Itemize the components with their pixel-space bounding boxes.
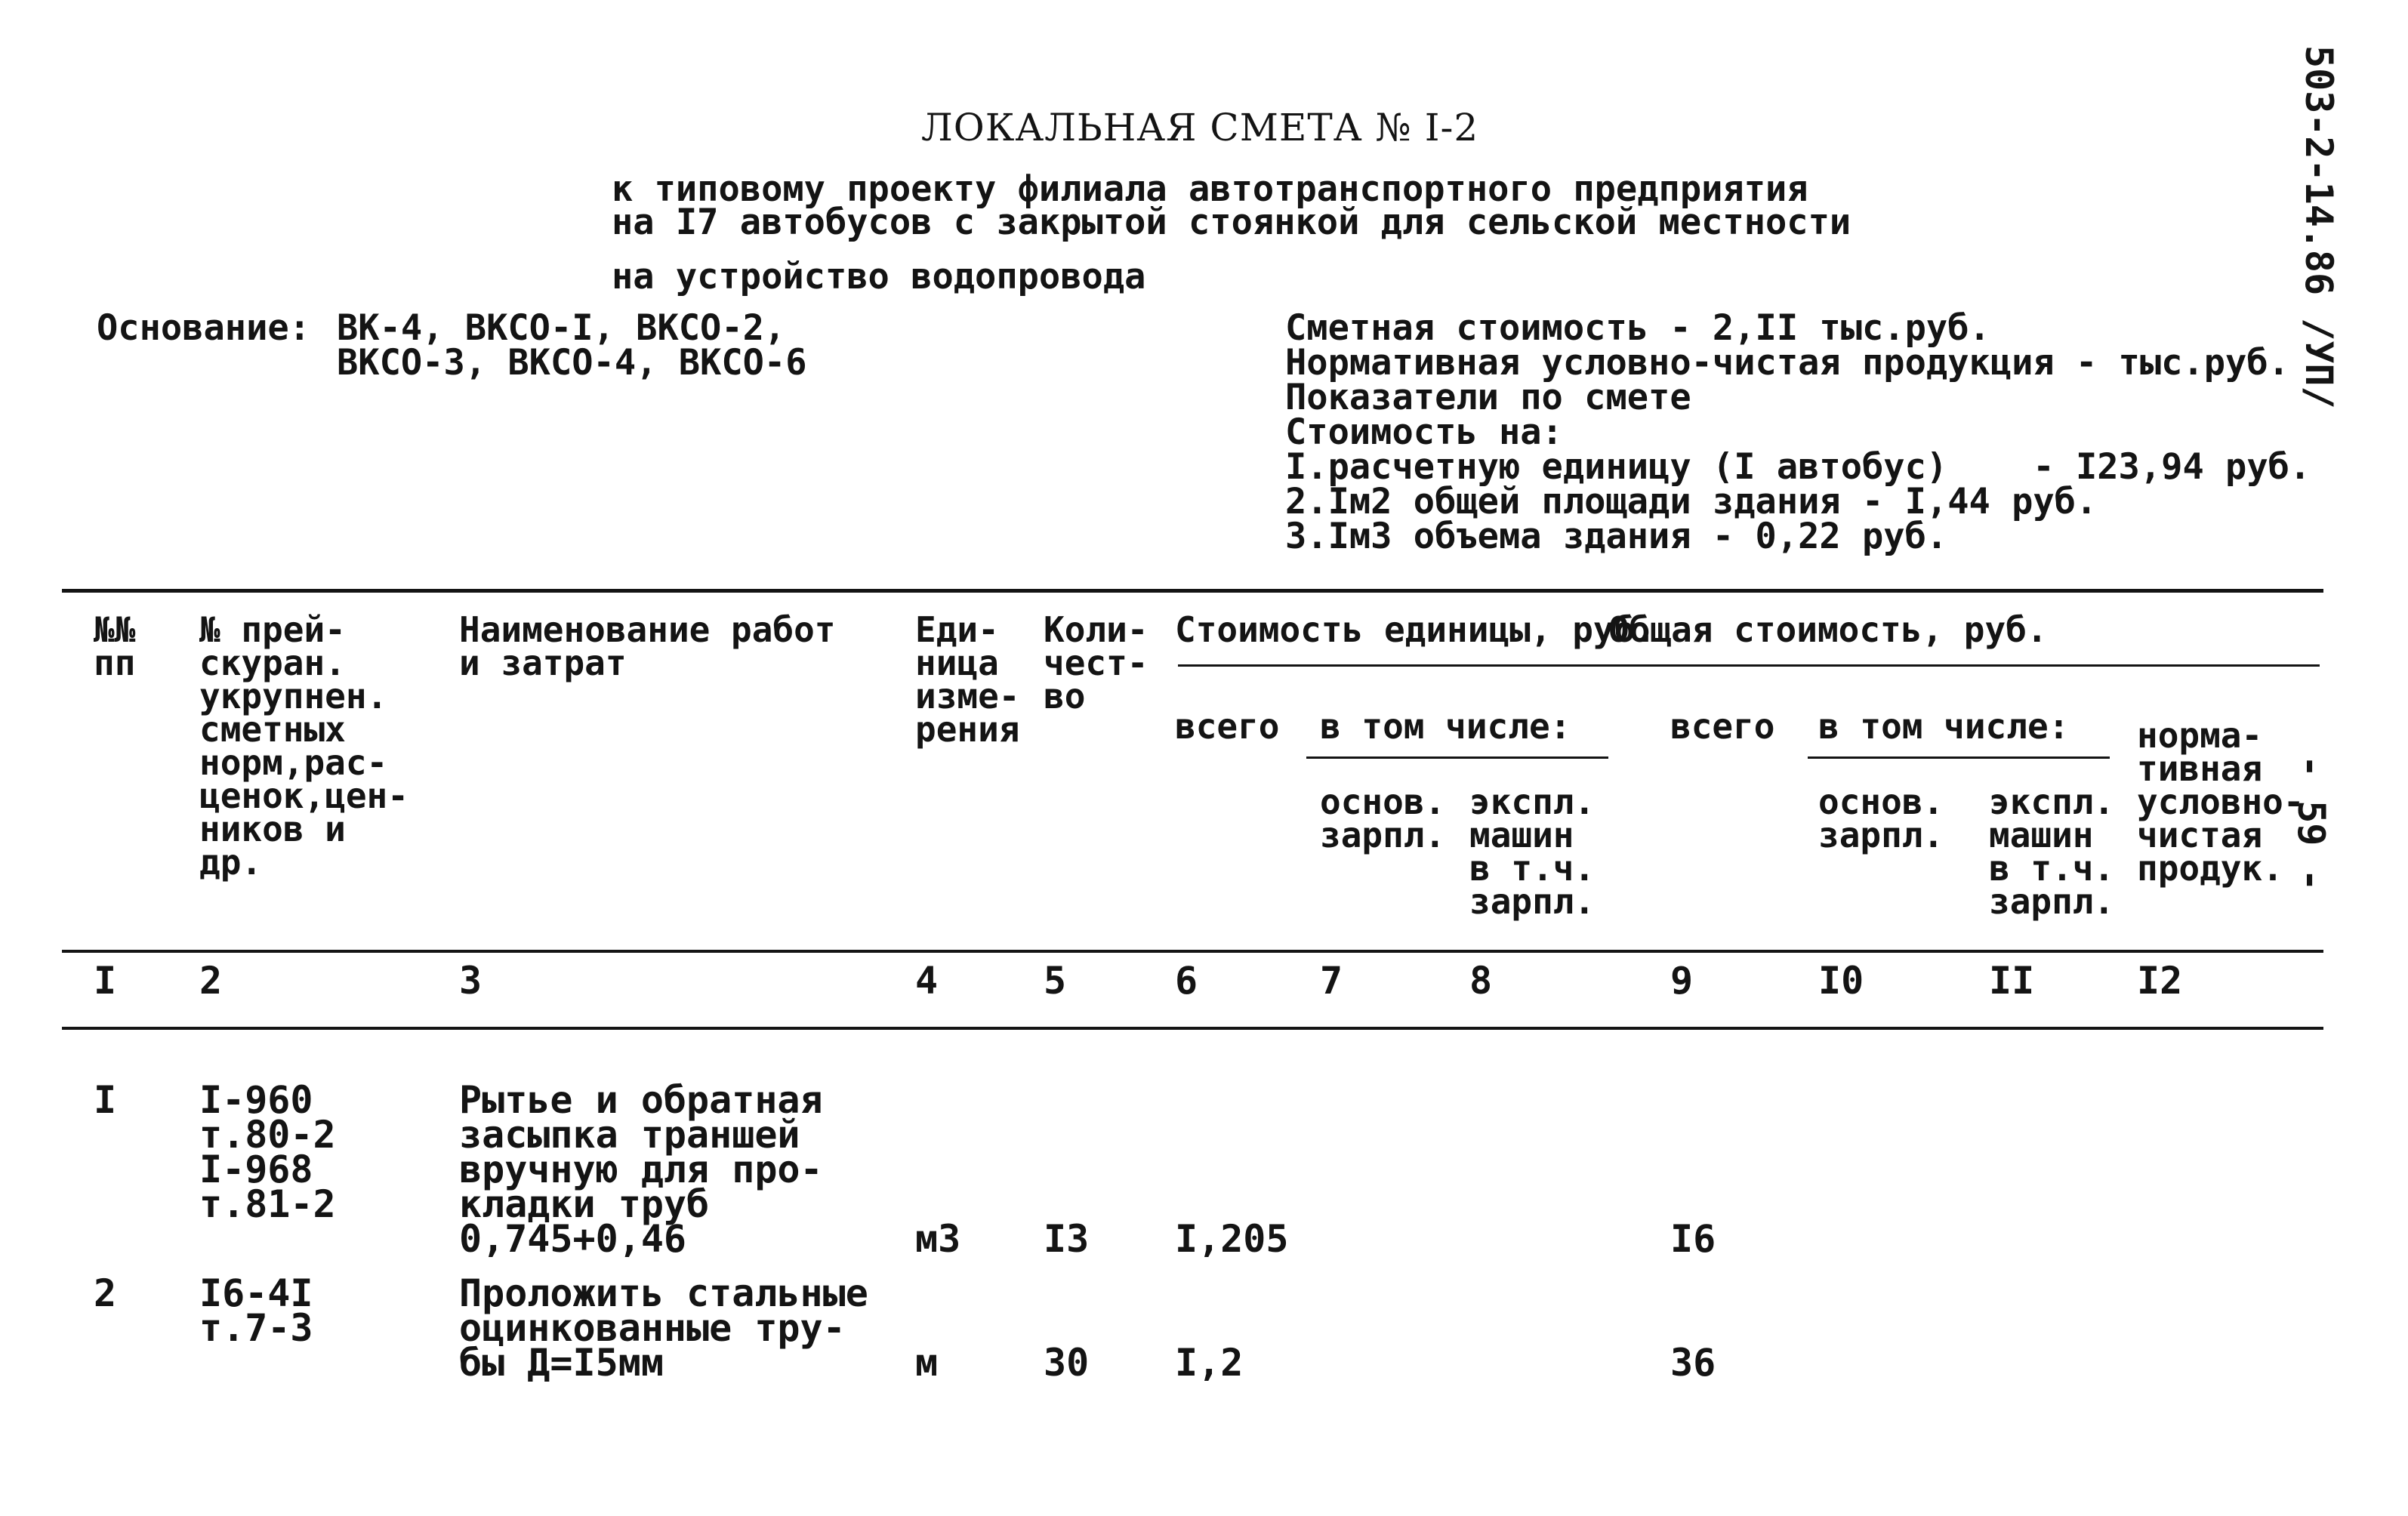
table-row-1-unit: м3 xyxy=(915,1217,961,1261)
basis-line-2: ВКСО-3, ВКСО-4, ВКСО-6 xyxy=(337,342,807,384)
header-total-wages: основ. зарпл. xyxy=(1818,781,1944,855)
column-number: II xyxy=(1989,959,2035,1003)
table-row-1-quantity: I3 xyxy=(1044,1217,1090,1261)
basis-line-1: ВК-4, ВКСО-I, ВКСО-2, xyxy=(337,307,786,349)
table-row-2-number: 2 xyxy=(94,1271,117,1315)
column-number: 9 xyxy=(1670,959,1694,1003)
column-number: 3 xyxy=(459,959,483,1003)
header-unit-including: в том числе: xyxy=(1320,706,1571,747)
colnum-bottom-rule xyxy=(62,1027,2323,1030)
column-number: 4 xyxy=(915,959,939,1003)
header-unit-total: всего xyxy=(1175,706,1280,747)
basis-label: Основание: xyxy=(97,307,310,349)
column-number: 8 xyxy=(1469,959,1493,1003)
cost-info-4: Стоимость на: xyxy=(1285,411,1563,453)
cost-info-5: I.расчетную единицу (I автобус) - I23,94 руб. xyxy=(1285,446,2311,488)
document-title: ЛОКАЛЬНАЯ СМЕТА № I-2 xyxy=(921,106,1479,149)
header-unit-machines: экспл. машин в т.ч. зарпл. xyxy=(1469,781,1596,922)
header-col-1: №№ пп xyxy=(94,609,136,683)
header-unit-wages: основ. зарпл. xyxy=(1320,781,1446,855)
table-row-1-total: I6 xyxy=(1670,1217,1716,1261)
column-number: 5 xyxy=(1044,959,1067,1003)
table-row-1-unit-total: I,205 xyxy=(1175,1217,1289,1261)
page-number: - 59 - xyxy=(2289,755,2333,892)
cost-info-3: Показатели по смете xyxy=(1285,377,1691,418)
cost-info-2: Нормативная условно-чистая продукция - тыс.руб. xyxy=(1285,342,2289,384)
total-detail-rule xyxy=(1808,756,2110,759)
table-row-1-name: Рытье и обратная засыпка траншей вручную для про- кладки труб 0,745+0,46 xyxy=(459,1078,823,1261)
header-total-cost: Общая стоимость, руб. xyxy=(1608,609,2048,650)
cost-info-6: 2.Iм2 общей площади здания - I,44 руб. xyxy=(1285,481,2098,522)
unit-detail-rule xyxy=(1306,756,1608,759)
header-col-5: Коли- чест- во xyxy=(1044,609,1149,716)
column-number: I xyxy=(94,959,117,1003)
table-row-2-total: 36 xyxy=(1670,1341,1716,1385)
column-number: 2 xyxy=(199,959,223,1003)
subtitle-line-3: на устройство водопровода xyxy=(612,256,1146,297)
header-total-including: в том числе: xyxy=(1818,706,2070,747)
column-number: 6 xyxy=(1175,959,1198,1003)
header-total-total: всего xyxy=(1670,706,1775,747)
cost-info-1: Сметная стоимость - 2,II тыс.руб. xyxy=(1285,307,1990,349)
column-number: I0 xyxy=(1818,959,1864,1003)
header-unit-cost: Стоимость единицы, руб. xyxy=(1175,609,1656,650)
document-code: 503-2-14.86 /УП/ xyxy=(2297,45,2341,409)
header-col-2: № прей- скуран. укрупнен. сметных норм,рас- ценок,цен- ников и др. xyxy=(199,609,409,883)
cost-info-7: 3.Iм3 объема здания - 0,22 руб. xyxy=(1285,516,1948,557)
column-number: I2 xyxy=(2137,959,2183,1003)
table-row-2-unit-total: I,2 xyxy=(1175,1341,1244,1385)
table-row-1-number: I xyxy=(94,1078,117,1122)
table-row-2-quantity: 30 xyxy=(1044,1341,1090,1385)
table-row-1-price-ref: I-960 т.80-2 I-968 т.81-2 xyxy=(199,1078,336,1226)
header-col-4: Еди- ница изме- рения xyxy=(915,609,1020,750)
table-row-2-price-ref: I6-4I т.7-3 xyxy=(199,1271,313,1350)
header-col-3: Наименование работ и затрат xyxy=(459,609,836,683)
subtitle-line-2: на I7 автобусов с закрытой стоянкой для сельской местности xyxy=(612,202,1851,243)
header-bottom-rule xyxy=(62,950,2323,953)
table-row-2-name: Проложить стальные оцинкованные тру- бы Д=I5мм xyxy=(459,1271,868,1385)
header-total-machines: экспл. машин в т.ч. зарпл. xyxy=(1989,781,2115,922)
table-row-2-unit: м xyxy=(915,1341,939,1385)
table-top-rule xyxy=(62,589,2323,593)
subtitle-line-1: к типовому проекту филиала автотранспортного предприятия xyxy=(612,168,1808,210)
header-normative-product: норма- тивная условно- чистая продук. xyxy=(2137,715,2305,889)
column-number: 7 xyxy=(1320,959,1343,1003)
cost-header-rule xyxy=(1178,664,2320,667)
